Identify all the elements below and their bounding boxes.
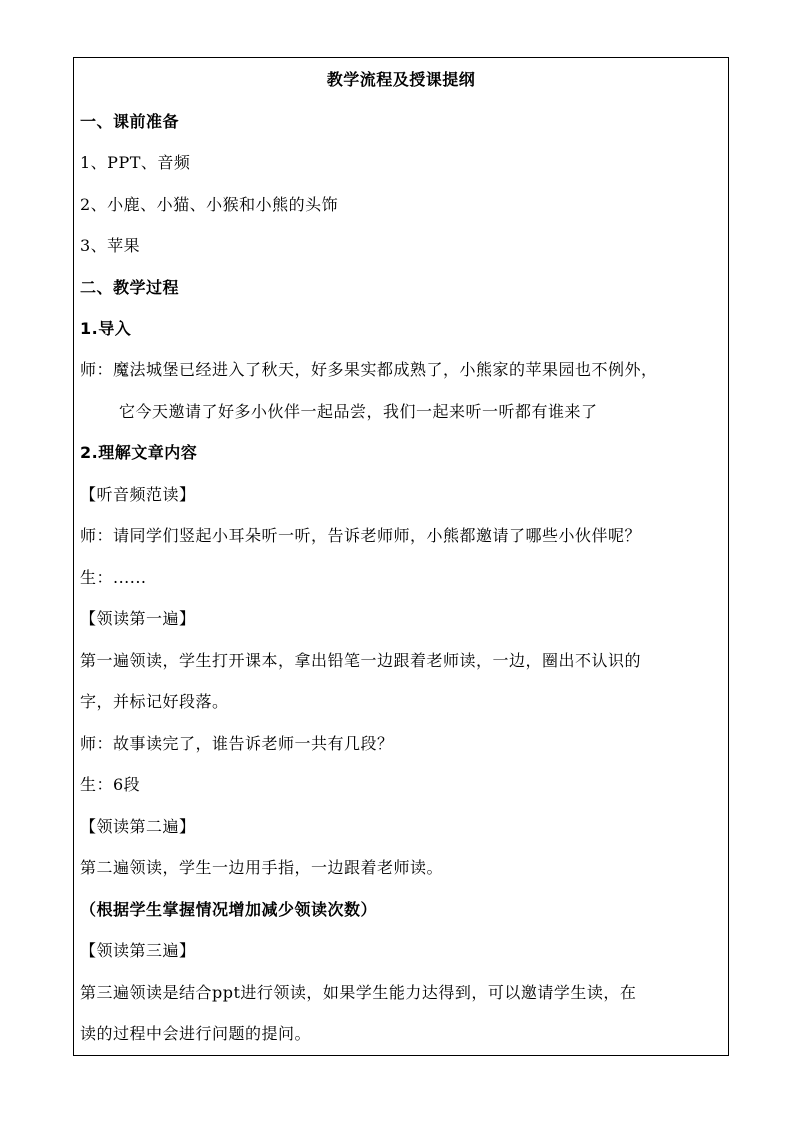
paragraph-line: 读的过程中会进行问题的提问。: [80, 1024, 312, 1043]
paragraph-line: 师：请同学们竖起小耳朵听一听，告诉老师师，小熊都邀请了哪些小伙伴呢？: [80, 526, 642, 545]
activity-label: 【领读第三遍】: [80, 941, 196, 960]
activity-label: 【领读第一遍】: [80, 609, 196, 628]
paragraph-line: 师：魔法城堡已经进入了秋天，好多果实都成熟了，小熊家的苹果园也不例外，: [80, 360, 658, 379]
list-item: 3、苹果: [80, 236, 141, 255]
paragraph-line: 它今天邀请了好多小伙伴一起品尝，我们一起来听一听都有谁来了: [119, 402, 598, 421]
paragraph-line: 字，并标记好段落。: [80, 692, 229, 711]
paragraph-line: 师：故事读完了，谁告诉老师一共有几段？: [80, 734, 394, 753]
paragraph-line: 第一遍领读，学生打开课本，拿出铅笔一边跟着老师读，一边，圈出不认识的: [80, 651, 642, 670]
note-text: （根据学生掌握情况增加减少领读次数）: [80, 900, 378, 919]
lesson-plan-table: [73, 57, 729, 1056]
section-heading-preparation: 一、课前准备: [80, 112, 180, 131]
list-item: 1、PPT、音频: [80, 153, 191, 172]
paragraph-line: 第三遍领读是结合ppt进行领读，如果学生能力达得到，可以邀请学生读，在: [80, 983, 637, 1002]
section-heading-process: 二、教学过程: [80, 278, 180, 297]
paragraph-line: 第二遍领读，学生一边用手指，一边跟着老师读。: [80, 858, 444, 877]
list-item: 2、小鹿、小猫、小猴和小熊的头饰: [80, 195, 339, 214]
subsection-heading-intro: 1.导入: [80, 319, 132, 338]
activity-label: 【领读第二遍】: [80, 817, 196, 836]
activity-label: 【听音频范读】: [80, 485, 196, 504]
paragraph-line: 生：6段: [80, 775, 141, 794]
paragraph-line: 生：......: [80, 568, 147, 587]
subsection-heading-understand: 2.理解文章内容: [80, 443, 198, 462]
document-title: 教学流程及授课提纲: [326, 70, 476, 89]
